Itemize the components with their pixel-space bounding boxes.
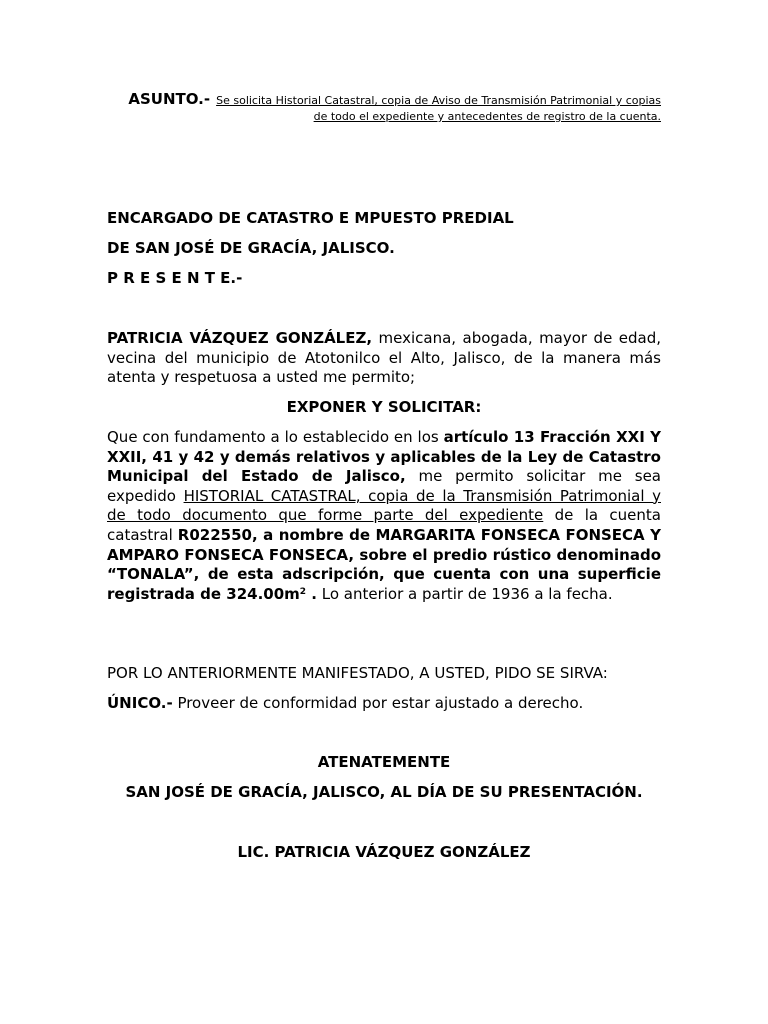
subject-block <box>107 91 661 125</box>
petition-line: POR LO ANTERIORMENTE MANIFESTADO, A USTED, PIDO SE SIRVA: <box>107 664 608 682</box>
addressee-line-3: P R E S E N T E.- <box>107 269 243 287</box>
intro-paragraph <box>107 329 661 388</box>
unico-label: ÚNICO.- <box>107 694 173 712</box>
signature-name: LIC. PATRICIA VÁZQUEZ GONZÁLEZ <box>237 843 531 861</box>
subject-line-2 <box>107 109 661 125</box>
unico-line <box>107 694 661 714</box>
body-requested-docs: HISTORIAL CATASTRAL, copia de la Transmisión Patrimonial y de todo documento que forme parte del expediente <box>107 486 661 525</box>
body-text-4: Lo anterior a partir de 1936 a la fecha. <box>316 584 613 603</box>
body-text-2: me permito solicitar me sea expedido <box>107 467 661 505</box>
subject-text-2: de todo el expediente y antecedentes de registro de la cuenta. <box>313 110 661 123</box>
body-text-3: de la cuenta catastral <box>107 506 661 544</box>
body-legal-basis: artículo 13 Fracción XXI Y XXII, 41 y 42 y demás relativos y aplicables de la Ley de Catastro Municipal del Estado de Jalisco, <box>107 428 661 486</box>
addressee-line-2: DE SAN JOSÉ DE GRACÍA, JALISCO. <box>107 239 395 257</box>
subject-label: ASUNTO.- <box>128 90 211 108</box>
closing-place-date: SAN JOSÉ DE GRACÍA, JALISCO, AL DÍA DE SU PRESENTACIÓN. <box>125 783 643 801</box>
body-superscript: 2 <box>299 586 307 597</box>
body-paragraph <box>107 428 661 604</box>
intro-text: mexicana, abogada, mayor de edad, vecina del municipio de Atotonilco el Alto, Jalisco, de la manera más atenta y respetuosa a usted me permito; <box>107 329 661 387</box>
unico-text: Proveer de conformidad por estar ajustado a derecho. <box>172 694 584 712</box>
body-account-details: R022550, a nombre de MARGARITA FONSECA FONSECA Y AMPARO FONSECA FONSECA, sobre el predio rústico denominado “TONALA”, de esta adscripción, que cuenta con una superficie registrada de 324.00m <box>107 525 661 603</box>
intro-name: PATRICIA VÁZQUEZ GONZÁLEZ, <box>107 329 373 347</box>
section-title: EXPONER Y SOLICITAR: <box>286 398 482 416</box>
body-period: . <box>306 584 317 603</box>
closing-salutation: ATENATEMENTE <box>317 753 451 771</box>
subject-text-1: Se solicita Historial Catastral, copia de Aviso de Transmisión Patrimonial y copias <box>216 94 661 107</box>
body-text-1: Que con fundamento a lo establecido en los <box>107 428 444 446</box>
addressee-line-1: ENCARGADO DE CATASTRO E MPUESTO PREDIAL <box>107 209 514 227</box>
subject-line-1 <box>107 91 661 109</box>
